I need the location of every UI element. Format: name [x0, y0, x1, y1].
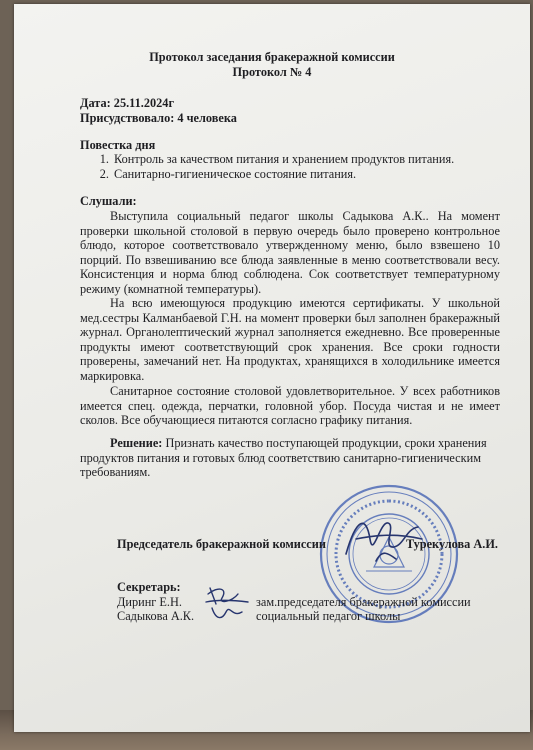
- signer-name: Диринг Е.Н.: [117, 595, 182, 609]
- signer-name: Садыкова А.К.: [117, 609, 195, 623]
- title-line-1: Протокол заседания бракеражной комиссии: [149, 50, 395, 64]
- date-line: Дата: 25.11.2024г: [80, 96, 175, 110]
- agenda-list: [80, 152, 500, 181]
- secretary-signature-icon: [202, 582, 252, 624]
- agenda-item: 1. Контроль за качеством питания и хранением продуктов питания.: [112, 152, 500, 167]
- agenda-item: 2. Санитарно-гигиеническое состояние питания.: [112, 167, 500, 182]
- agenda-heading: Повестка дня: [80, 138, 156, 152]
- chairman-name: Турекулова А.И.: [406, 537, 498, 551]
- paragraph-3: Санитарное состояние столовой удовлетворительное. У всех работников имеется спец. одежда, перчатки, головной убор. Посуда чистая и не имеет сколов. Все обучающиеся питаются согласно графику питания.: [80, 384, 500, 428]
- document-page: [14, 4, 530, 732]
- decision-paragraph: [80, 436, 500, 480]
- paragraph-2: На всю имеющуюся продукцию имеются сертификаты. У школьной мед.сестры Калманбаевой Г.Н. на момент проверки был заполнен бракеражный журнал. Органолептический журнал заполняется ежедневно. Все проверенные продукты имеют соответствующий срок хранения. Все сроки годности проверены, замечаний нет. На продуктах, хранящихся в холодильнике имеется маркировка.: [80, 296, 500, 383]
- secretary-heading: Секретарь:: [117, 580, 181, 594]
- present-line: Присудствовало: 4 человека: [80, 111, 237, 125]
- title-line-2: Протокол № 4: [232, 64, 312, 79]
- document-title: [14, 50, 530, 79]
- decision-text: Признать качество поступающей продукции, сроки хранения продуктов питания и готовых блюд соответствию санитарно-гигиеническим требованиям.: [80, 436, 487, 480]
- signer-row: [117, 609, 194, 624]
- signer-row: [117, 595, 182, 610]
- heard-heading: Слушали:: [80, 194, 137, 208]
- decision-label: Решение:: [110, 436, 163, 450]
- signer-role: социальный педагог школы: [256, 609, 401, 623]
- paragraph-1: Выступила социальный педагог школы Садыкова А.К.. На момент проверки школьной столовой в первую очередь было проверено контрольное блюдо, которое соответствовало утвержденному меню, было взвешено 10 порций. По взвешиванию все блюда заявленные в меню соответствовали весу. Консистенция и норма блюд соблюдена. Сок соответствует температурному режиму (комнатной температуры).: [80, 209, 500, 296]
- signer-role: зам.председателя бракеражной комиссии: [256, 595, 471, 609]
- chairman-label: Председатель бракеражной комиссии: [117, 537, 326, 551]
